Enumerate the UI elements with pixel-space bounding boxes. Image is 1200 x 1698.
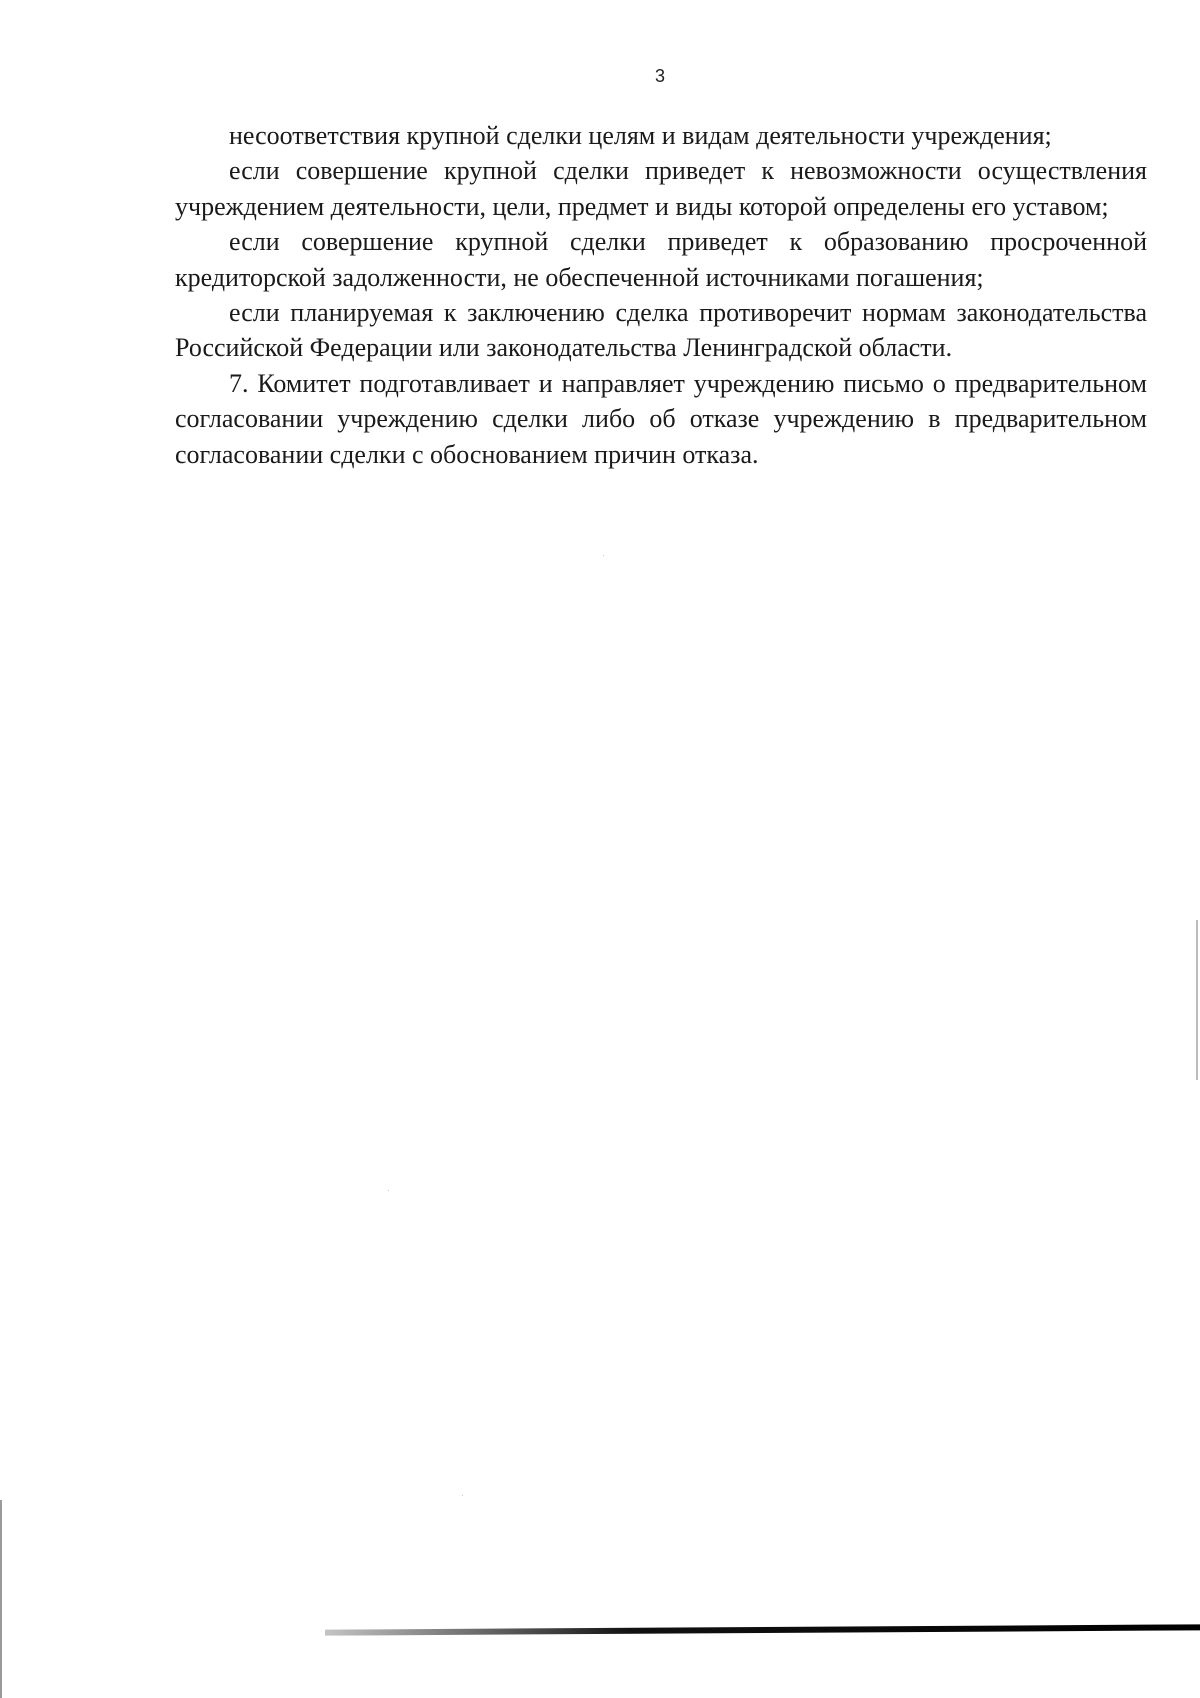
scan-speck xyxy=(388,1190,389,1191)
scan-speck xyxy=(462,1495,463,1496)
paragraph-1: несоответствия крупной сделки целям и видам деятельности учреждения; xyxy=(229,121,1052,150)
scan-artifact-edge xyxy=(0,1500,2,1698)
scan-speck xyxy=(603,555,604,556)
scan-artifact-edge xyxy=(1196,920,1198,1080)
page-number: 3 xyxy=(654,66,665,86)
paragraph-4: если планируемая к заключению сделка противоречит нормам законодательства Российской Федерации или законодательства Ленинградской области. xyxy=(175,298,1147,363)
paragraph-2: если совершение крупной сделки приведет к невозможности осуществления учреждением деятельности, цели, предмет и виды которой определены его уставом; xyxy=(175,156,1147,221)
paragraph-3: если совершение крупной сделки приведет к образованию просроченной кредиторской задолженности, не обеспеченной источниками погашения; xyxy=(175,227,1147,292)
document-body xyxy=(175,118,1147,472)
scan-artifact-line xyxy=(325,1624,1200,1635)
paragraph-5: 7. Комитет подготавливает и направляет учреждению письмо о предварительном согласовании учреждению сделки либо об отказе учреждению в предварительном согласовании сделки с обоснованием причин отказа. xyxy=(175,368,1147,469)
